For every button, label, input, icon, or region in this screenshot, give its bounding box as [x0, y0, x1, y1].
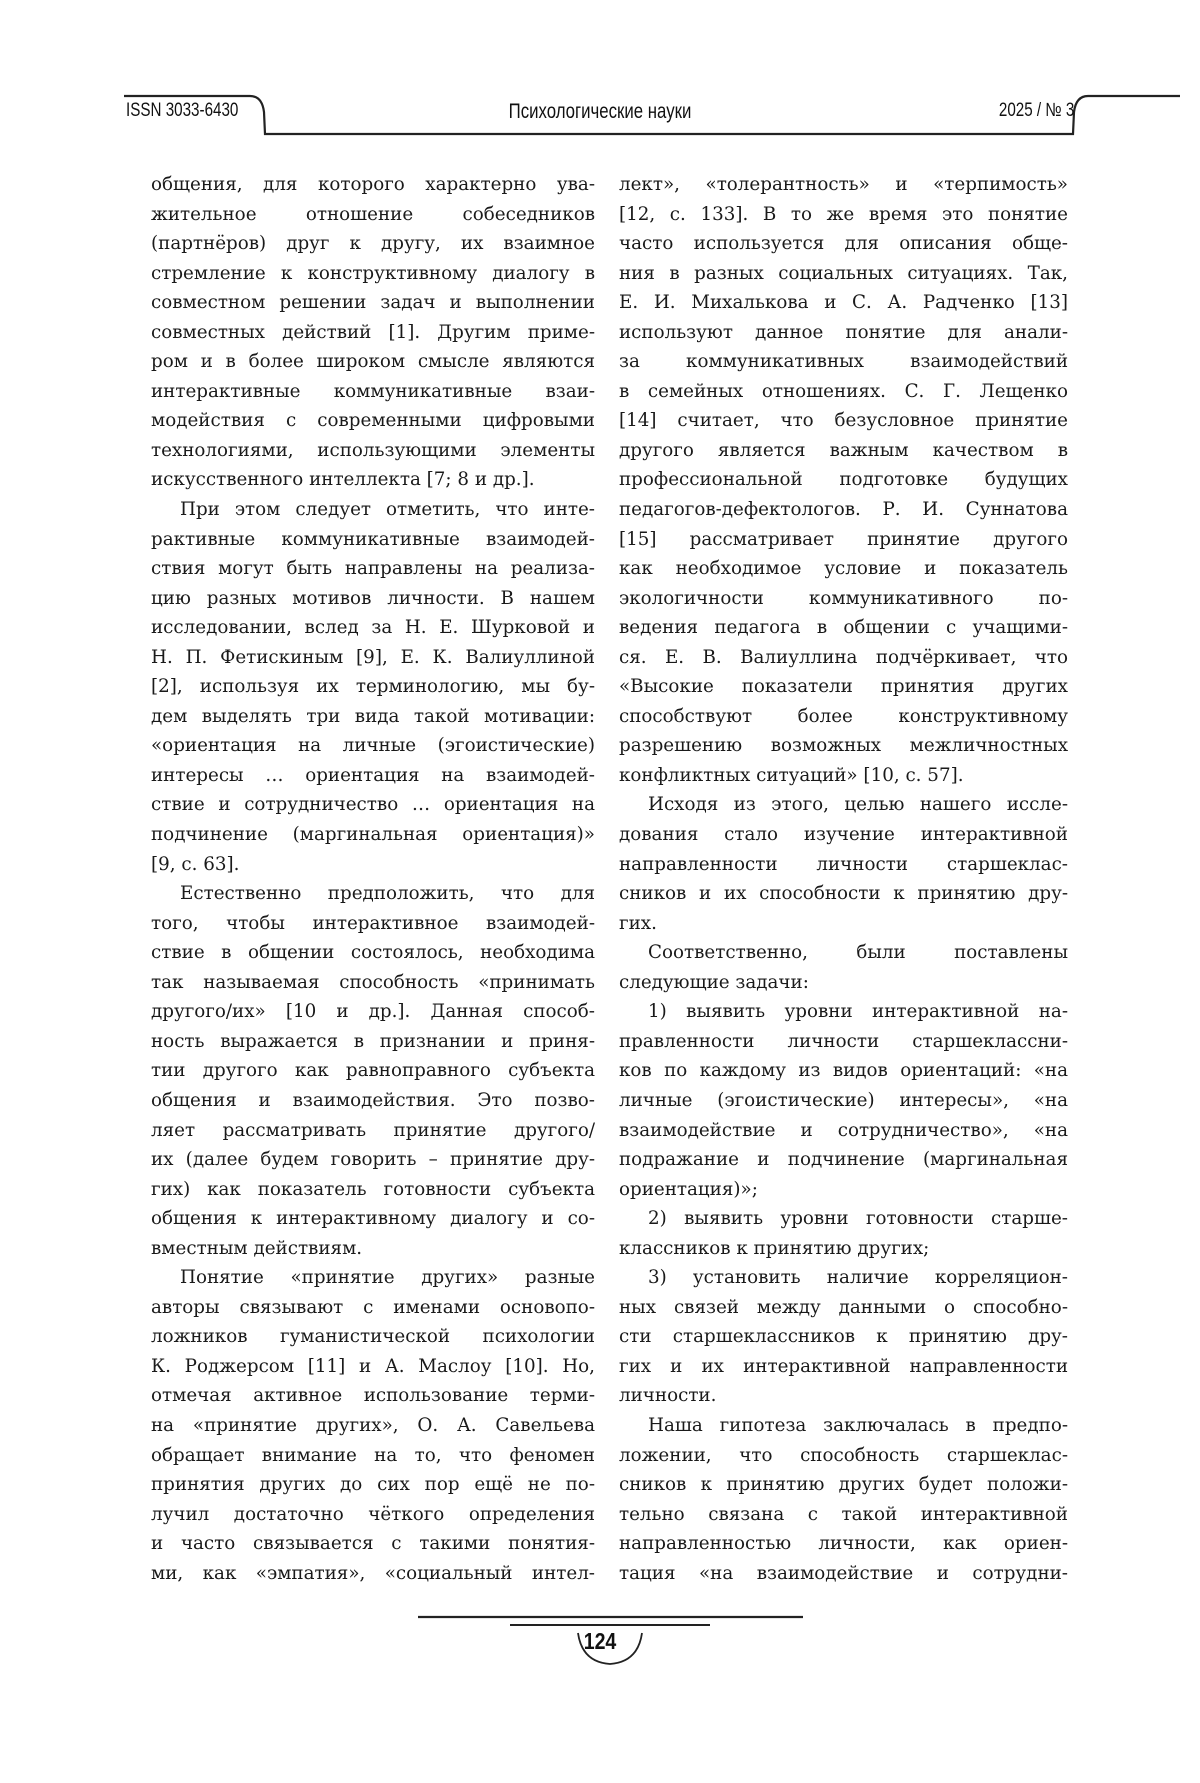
text-line: следующие задачи: — [619, 968, 1068, 998]
text-line: сников к принятию других будет положи- — [619, 1470, 1068, 1500]
text-line: ложении, что способность старшеклас- — [619, 1441, 1068, 1471]
text-line: 2) выявить уровни готовности старше- — [619, 1204, 1068, 1234]
text-line: ляет рассматривать принятие другого/ — [151, 1116, 595, 1146]
text-line: «ориентация на личные (эгоистические) — [151, 731, 595, 761]
text-line: совместных действий [1]. Другим приме- — [151, 318, 595, 348]
text-line: общения и взаимодействия. Это позво- — [151, 1086, 595, 1116]
text-line: [9, с. 63]. — [151, 850, 595, 880]
text-line: взаимодействие и сотрудничество», «на — [619, 1116, 1068, 1146]
text-line: принятия других до сих пор ещё не по- — [151, 1470, 595, 1500]
text-line: Понятие «принятие других» разные — [151, 1263, 595, 1293]
text-line: на «принятие других», О. А. Савельева — [151, 1411, 595, 1441]
text-column-left — [151, 170, 595, 1588]
text-line: [12, с. 133]. В то же время это понятие — [619, 200, 1068, 230]
text-line: вместным действиям. — [151, 1234, 595, 1264]
text-line: гих и их интерактивной направленности — [619, 1352, 1068, 1382]
text-line: ния в разных социальных ситуациях. Так, — [619, 259, 1068, 289]
text-line: модействия с современными цифровыми — [151, 406, 595, 436]
text-line: [14] считает, что безусловное принятие — [619, 406, 1068, 436]
page-number: 124 — [584, 1628, 617, 1655]
text-line: ведения педагога в общении с учащими- — [619, 613, 1068, 643]
paragraph — [619, 790, 1068, 938]
text-line: ориентация)»; — [619, 1175, 1068, 1205]
text-line: ся. Е. В. Валиуллина подчёркивает, что — [619, 643, 1068, 673]
issue-label: 2025 / № 3 — [999, 100, 1074, 122]
paragraph — [619, 938, 1068, 997]
text-line: так называемая способность «принимать — [151, 968, 595, 998]
text-line: исследовании, вслед за Н. Е. Шурковой и — [151, 613, 595, 643]
text-line: Исходя из этого, целью нашего иссле- — [619, 790, 1068, 820]
paragraph — [619, 997, 1068, 1204]
text-line: ность выражается в признании и приня- — [151, 1027, 595, 1057]
text-line: дем выделять три вида такой мотивации: — [151, 702, 595, 732]
paragraph — [151, 170, 595, 495]
text-line: Естественно предположить, что для — [151, 879, 595, 909]
text-line: совместном решении задач и выполнении — [151, 288, 595, 318]
paragraph — [619, 1411, 1068, 1588]
issn-label: ISSN 3033-6430 — [126, 100, 238, 122]
journal-section-title: Психологические науки — [509, 100, 692, 124]
text-line: ных связей между данными о способно- — [619, 1293, 1068, 1323]
header-frame — [0, 0, 1200, 160]
text-line: как необходимое условие и показатель — [619, 554, 1068, 584]
text-line: авторы связывают с именами основопо- — [151, 1293, 595, 1323]
text-line: в семейных отношениях. С. Г. Лещенко — [619, 377, 1068, 407]
paragraph — [619, 1263, 1068, 1411]
text-line: другого/их» [10 и др.]. Данная способ- — [151, 997, 595, 1027]
text-line: ром и в более широком смысле являются — [151, 347, 595, 377]
text-line: [2], используя их терминологию, мы бу- — [151, 672, 595, 702]
text-line: того, чтобы интерактивное взаимодей- — [151, 909, 595, 939]
text-line: конфликтных ситуаций» [10, с. 57]. — [619, 761, 1068, 791]
text-line: способствуют более конструктивному — [619, 702, 1068, 732]
text-line: дования стало изучение интерактивной — [619, 820, 1068, 850]
text-line: рактивные коммуникативные взаимодей- — [151, 525, 595, 555]
text-line: обращает внимание на то, что феномен — [151, 1441, 595, 1471]
text-line: личности. — [619, 1381, 1068, 1411]
text-column-right — [619, 170, 1068, 1588]
text-line: тии другого как равноправного субъекта — [151, 1056, 595, 1086]
text-line: общения, для которого характерно ува- — [151, 170, 595, 200]
text-line: технологиями, использующими элементы — [151, 436, 595, 466]
text-line: тация «на взаимодействие и сотрудни- — [619, 1559, 1068, 1589]
text-line: Соответственно, были поставлены — [619, 938, 1068, 968]
text-line: ствие и сотрудничество … ориентация на — [151, 790, 595, 820]
text-line: личные (эгоистические) интересы», «на — [619, 1086, 1068, 1116]
paragraph — [619, 170, 1068, 790]
text-line: разрешению возможных межличностных — [619, 731, 1068, 761]
text-line: Наша гипотеза заключалась в предпо- — [619, 1411, 1068, 1441]
paragraph — [619, 1204, 1068, 1263]
text-line: ствия могут быть направлены на реализа- — [151, 554, 595, 584]
text-line: используют данное понятие для анали- — [619, 318, 1068, 348]
text-line: отмечая активное использование терми- — [151, 1381, 595, 1411]
text-line: подражание и подчинение (маргинальная — [619, 1145, 1068, 1175]
text-line: экологичности коммуникативного по- — [619, 584, 1068, 614]
text-line: за коммуникативных взаимодействий — [619, 347, 1068, 377]
text-line: гих. — [619, 909, 1068, 939]
text-line: При этом следует отметить, что инте- — [151, 495, 595, 525]
text-line: педагогов-дефектологов. Р. И. Суннатова — [619, 495, 1068, 525]
text-line: тельно связана с такой интерактивной — [619, 1500, 1068, 1530]
text-line: ствие в общении состоялось, необходима — [151, 938, 595, 968]
text-line: интересы … ориентация на взаимодей- — [151, 761, 595, 791]
text-line: сников и их способности к принятию дру- — [619, 879, 1068, 909]
paragraph — [151, 495, 595, 879]
text-line: часто используется для описания обще- — [619, 229, 1068, 259]
text-line: гих) как показатель готовности субъекта — [151, 1175, 595, 1205]
text-line: ков по каждому из видов ориентаций: «на — [619, 1056, 1068, 1086]
text-line: (партнёров) друг к другу, их взаимное — [151, 229, 595, 259]
text-line: 1) выявить уровни интерактивной на- — [619, 997, 1068, 1027]
text-line: Е. И. Михалькова и С. А. Радченко [13] — [619, 288, 1068, 318]
text-line: искусственного интеллекта [7; 8 и др.]. — [151, 465, 595, 495]
text-line: общения к интерактивному диалогу и со- — [151, 1204, 595, 1234]
text-line: ми, как «эмпатия», «социальный интел- — [151, 1559, 595, 1589]
paragraph — [151, 1263, 595, 1588]
text-line: жительное отношение собеседников — [151, 200, 595, 230]
text-line: стремление к конструктивному диалогу в — [151, 259, 595, 289]
text-line: сти старшеклассников к принятию дру- — [619, 1322, 1068, 1352]
text-line: и часто связывается с такими понятия- — [151, 1529, 595, 1559]
text-line: направленностью личности, как ориен- — [619, 1529, 1068, 1559]
text-line: лект», «толерантность» и «терпимость» — [619, 170, 1068, 200]
text-line: классников к принятию других; — [619, 1234, 1068, 1264]
paragraph — [151, 879, 595, 1263]
text-line: [15] рассматривает принятие другого — [619, 525, 1068, 555]
text-line: другого является важным качеством в — [619, 436, 1068, 466]
text-line: подчинение (маргинальная ориентация)» — [151, 820, 595, 850]
text-line: ложников гуманистической психологии — [151, 1322, 595, 1352]
text-line: правленности личности старшеклассни- — [619, 1027, 1068, 1057]
text-line: Н. П. Фетискиным [9], Е. К. Валиуллиной — [151, 643, 595, 673]
text-line: направленности личности старшеклас- — [619, 850, 1068, 880]
text-line: профессиональной подготовке будущих — [619, 465, 1068, 495]
text-line: К. Роджерсом [11] и А. Маслоу [10]. Но, — [151, 1352, 595, 1382]
text-line: их (далее будем говорить – принятие дру- — [151, 1145, 595, 1175]
text-line: интерактивные коммуникативные взаи- — [151, 377, 595, 407]
text-line: цию разных мотивов личности. В нашем — [151, 584, 595, 614]
text-line: «Высокие показатели принятия других — [619, 672, 1068, 702]
text-line: 3) установить наличие корреляцион- — [619, 1263, 1068, 1293]
text-line: лучил достаточно чёткого определения — [151, 1500, 595, 1530]
